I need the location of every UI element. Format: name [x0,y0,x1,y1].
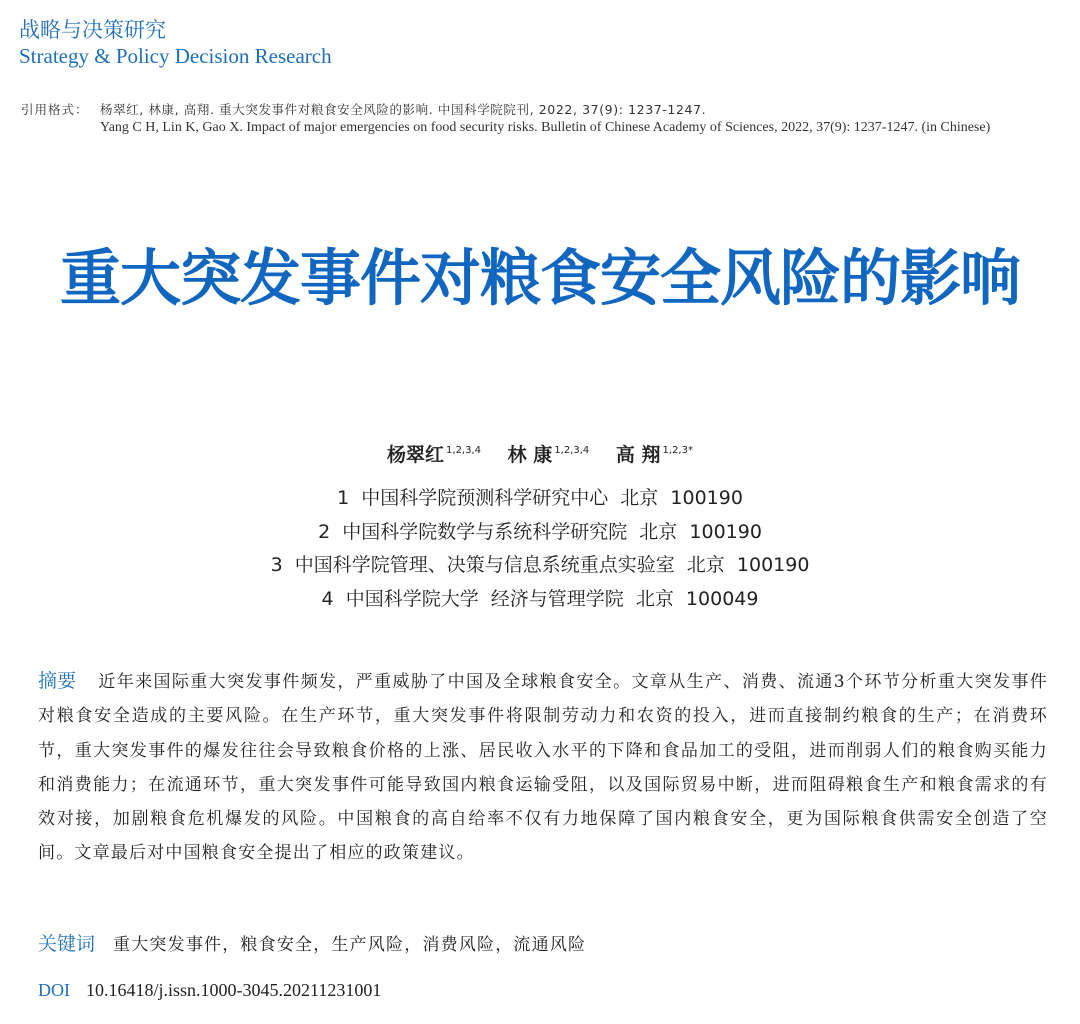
journal-name-chinese: 战略与决策研究 [19,18,166,42]
abstract-text: 近年来国际重大突发事件频发，严重威胁了中国及全球粮食安全。文章从生产、消费、流通3个环节分析重大突发事件对粮食安全造成的主要风险。在生产环节，重大突发事件将限制劳动力和农资的投入，进而直接制约粮食的生产；在消费环节，重大突发事件的爆发往往会导致粮食价格的上涨、居民收入水平的下降和食品加工的受阻，进而削弱人们的粮食购买能力和消费能力；在流通环节，重大突发事件可能导致国内粮食运输受阻，以及国际贸易中断，进而阻碍粮食生产和粮食需求的有效对接，加剧粮食危机爆发的风险。中国粮食的高自给率不仅有力地保障了国内粮食安全，更为国际粮食供需安全创造了空间。文章最后对中国粮食安全提出了相应的政策建议。 [38,672,1048,864]
keywords-section [38,929,1048,956]
author [508,440,590,467]
author-affiliation-marker: 1,2,3* [662,445,693,456]
author-affiliation-marker: 1,2,3,4 [446,445,482,456]
affiliation-item: 3 中国科学院管理、决策与信息系统重点实验室 北京 100190 [270,554,810,576]
abstract-label: 摘要 [38,670,77,692]
citation-label: 引用格式： [21,102,89,117]
author-name: 高 翔 [615,444,661,466]
doi-link[interactable]: 10.16418/j.issn.1000-3045.20211231001 [86,980,382,1000]
citation-block [21,101,1061,137]
author [616,440,693,467]
author-name: 杨翠红 [387,444,445,466]
citation-english: Yang C H, Lin K, Gao X. Impact of major emergencies on food security risks. Bulletin of Chinese Academy of Sciences, 2022, 37(9): 1237-1247. (in Chinese) [100,120,991,135]
keywords-label: 关键词 [38,933,96,955]
affiliation-item: 1 中国科学院预测科学研究中心 北京 100190 [337,487,743,509]
paper-title: 重大突发事件对粮食安全风险的影响 [59,243,1020,314]
journal-name-english: Strategy & Policy Decision Research [19,44,332,68]
author [387,440,481,467]
author-list [0,440,1080,467]
affiliation-list [0,482,1080,616]
keywords-text: 重大突发事件，粮食安全，生产风险，消费风险，流通风险 [113,935,587,955]
author-affiliation-marker: 1,2,3,4 [554,445,590,456]
doi-section [38,980,381,1001]
doi-label: DOI [38,980,70,1000]
abstract-section [38,664,1048,871]
affiliation-item: 4 中国科学院大学 经济与管理学院 北京 100049 [321,587,759,610]
citation-chinese: 杨翠红, 林康, 高翔. 重大突发事件对粮食安全风险的影响. 中国科学院院刊, 2022, 37(9): 1237-1247. [100,102,707,117]
affiliation-item: 2 中国科学院数学与系统科学研究院 北京 100190 [318,520,762,543]
author-name: 林 康 [507,444,553,466]
